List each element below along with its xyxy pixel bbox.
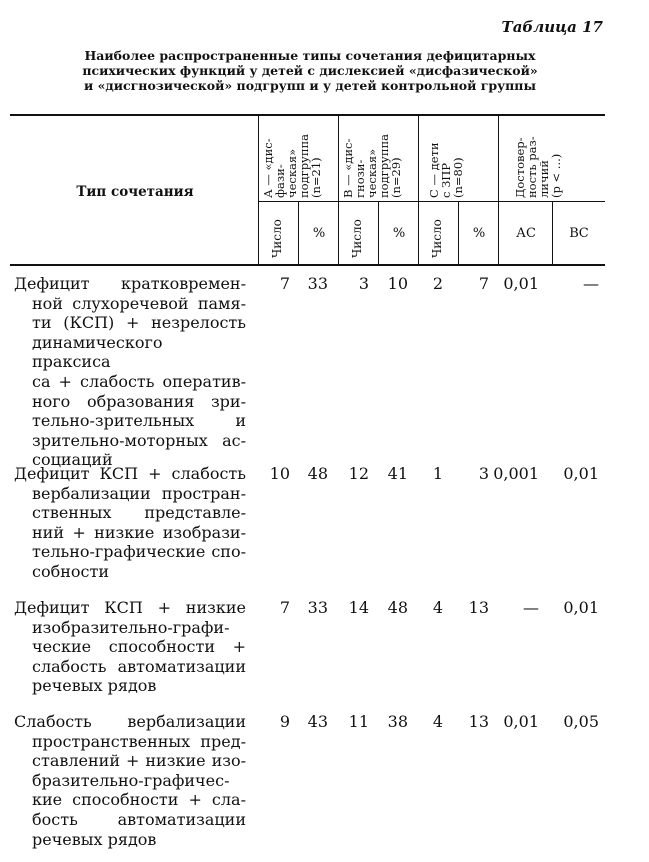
description-line: зрительно-моторных ас- xyxy=(32,430,246,450)
header-divider xyxy=(418,115,419,265)
description-line: ственных представле- xyxy=(32,503,246,523)
header-divider xyxy=(552,202,553,265)
description-line: вербализации простран- xyxy=(32,483,246,503)
header-divider xyxy=(458,202,459,265)
description-line: собности xyxy=(32,561,109,581)
description-line: ставлений + низкие изо- xyxy=(32,751,246,771)
table-top-rule xyxy=(10,114,605,116)
cell-c-p: 3 xyxy=(478,464,489,483)
cell-c-p: 13 xyxy=(468,598,489,617)
caption-line: и «дисгнозической» подгрупп и у детей контрольной группы xyxy=(84,78,536,93)
cell-a-n: 9 xyxy=(279,712,290,731)
cell-c-p: 13 xyxy=(468,712,489,731)
type-column-header: Тип сочетания xyxy=(76,184,194,200)
header-divider xyxy=(498,115,499,265)
row-description xyxy=(14,464,246,582)
cell-a-p: 33 xyxy=(307,274,328,293)
cell-ac: — xyxy=(523,598,539,617)
cell-c-p: 7 xyxy=(478,274,489,293)
group-c-header: С — дети с ЗПР (n=80) xyxy=(427,142,465,198)
table-label: Таблица 17 xyxy=(501,18,603,36)
description-line: изобразительно-графи- xyxy=(32,617,230,637)
percent-header-c: % xyxy=(472,226,486,241)
cell-b-n: 12 xyxy=(348,464,369,483)
bc-header: ВС xyxy=(569,226,589,241)
description-line: ти (КСП) + незрелость xyxy=(32,313,246,333)
row-description xyxy=(14,274,246,470)
header-divider xyxy=(258,115,259,265)
percent-header-a: % xyxy=(312,226,326,241)
ac-header: АС xyxy=(516,226,536,241)
description-line: ний + низкие изобрази- xyxy=(32,522,246,542)
description-line: тельно-зрительных и xyxy=(32,411,246,431)
description-line: речевых рядов xyxy=(32,829,157,849)
cell-a-n: 7 xyxy=(279,598,290,617)
cell-a-p: 33 xyxy=(307,598,328,617)
description-line: социаций xyxy=(32,450,113,470)
description-line: Слабость вербализации xyxy=(14,712,246,731)
cell-a-p: 43 xyxy=(307,712,328,731)
description-line: кие способности + сла- xyxy=(32,790,246,810)
cell-a-n: 7 xyxy=(279,274,290,293)
description-line: речевых рядов xyxy=(32,676,157,696)
row-description xyxy=(14,712,246,849)
cell-bc: 0,01 xyxy=(563,598,599,617)
count-header-b: Число xyxy=(350,219,364,258)
cell-b-p: 41 xyxy=(387,464,408,483)
description-line: ческие способности + xyxy=(32,637,246,657)
cell-bc: 0,01 xyxy=(563,464,599,483)
cell-ac: 0,01 xyxy=(503,712,539,731)
description-line: Дефицит КСП + слабость xyxy=(14,464,246,483)
description-line: динамического праксиса xyxy=(32,332,163,372)
row-description xyxy=(14,598,246,696)
cell-c-n: 4 xyxy=(432,598,443,617)
description-line: тельно-графические спо- xyxy=(32,542,246,562)
significance-header: Достовер- ность раз- личий (р < ...) xyxy=(513,136,563,198)
description-line: са + слабость оператив- xyxy=(32,371,246,391)
cell-b-p: 38 xyxy=(387,712,408,731)
description-line: бразительно-графичес- xyxy=(32,770,230,790)
description-line: пространственных пред- xyxy=(32,731,246,751)
group-a-header: А — «дис- фази- ческая» подгруппа (n=21) xyxy=(261,133,323,198)
cell-b-p: 48 xyxy=(387,598,408,617)
cell-b-n: 3 xyxy=(358,274,369,293)
count-header-c: Число xyxy=(430,219,444,258)
cell-b-n: 14 xyxy=(348,598,369,617)
cell-c-n: 1 xyxy=(432,464,443,483)
description-line: бость автоматизации xyxy=(32,809,246,829)
count-header-a: Число xyxy=(270,219,284,258)
caption-line: психических функций у детей с дислексией «дисфазической» xyxy=(82,63,538,78)
description-line: Дефицит кратковремен- xyxy=(14,274,246,293)
description-line: Дефицит КСП + низкие xyxy=(14,598,246,617)
cell-ac: 0,01 xyxy=(503,274,539,293)
description-line: ной слухоречевой памя- xyxy=(32,293,246,313)
header-divider xyxy=(378,202,379,265)
cell-c-n: 2 xyxy=(432,274,443,293)
cell-bc: — xyxy=(583,274,599,293)
cell-bc: 0,05 xyxy=(563,712,599,731)
table-caption xyxy=(30,48,590,93)
description-line: слабость автоматизации xyxy=(32,656,246,676)
cell-c-n: 4 xyxy=(432,712,443,731)
header-divider xyxy=(298,202,299,265)
group-b-header: В — «дис- гнози- ческая» подгруппа (n=29) xyxy=(341,133,403,198)
percent-header-b: % xyxy=(392,226,406,241)
description-line: ного образования зри- xyxy=(32,391,246,411)
cell-a-n: 10 xyxy=(269,464,290,483)
cell-b-p: 10 xyxy=(387,274,408,293)
cell-ac: 0,001 xyxy=(493,464,539,483)
caption-line: Наиболее распространенные типы сочетания дефицитарных xyxy=(84,48,536,63)
cell-b-n: 11 xyxy=(348,712,369,731)
cell-a-p: 48 xyxy=(307,464,328,483)
header-divider xyxy=(338,115,339,265)
header-bottom-rule xyxy=(10,264,605,266)
